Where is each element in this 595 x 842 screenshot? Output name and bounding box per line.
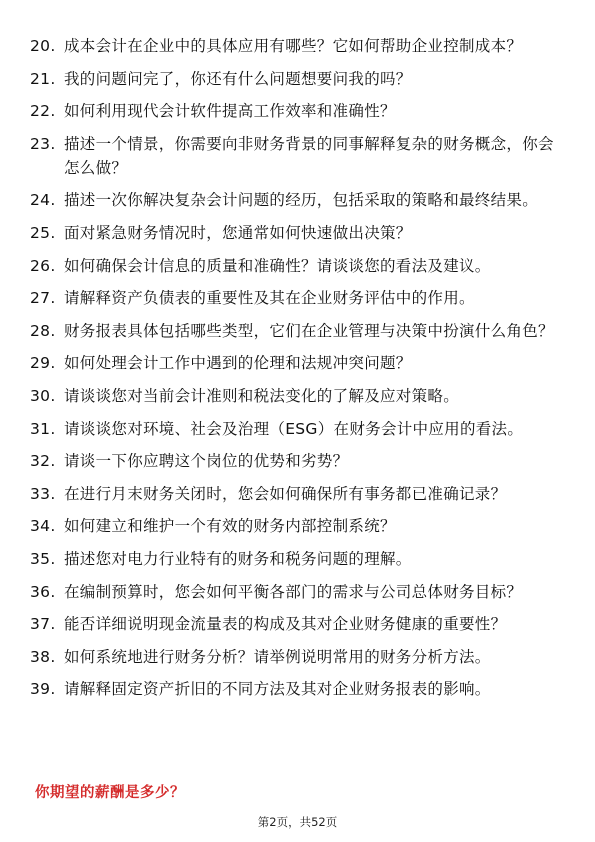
question-item <box>0 417 595 441</box>
question-number: 20. <box>30 37 56 55</box>
question-number: 26. <box>30 256 56 275</box>
question-item <box>0 286 595 310</box>
question-text: 请谈谈您对当前会计准则和税法变化的了解及应对策略。 <box>64 386 460 405</box>
question-number: 23. <box>30 134 56 153</box>
question-text: 描述一个情景，你需要向非财务背景的同事解释复杂的财务概念，你会怎么做？ <box>64 134 554 177</box>
question-item <box>0 319 595 343</box>
question-text: 请解释固定资产折旧的不同方法及其对企业财务报表的影响。 <box>64 680 491 699</box>
question-text: 请解释资产负债表的重要性及其在企业财务评估中的作用。 <box>64 289 475 308</box>
question-text: 在进行月末财务关闭时，您会如何确保所有事务都已准确记录？ <box>64 484 507 503</box>
question-item <box>0 449 595 473</box>
question-number: 32. <box>30 452 56 471</box>
question-text: 我的问题问完了，你还有什么问题想要问我的吗？ <box>64 69 412 88</box>
question-number: 22. <box>30 102 56 121</box>
question-number: 21. <box>30 69 56 88</box>
question-text: 面对紧急财务情况时，您通常如何快速做出决策？ <box>64 223 412 242</box>
question-item <box>0 99 595 123</box>
question-text: 成本会计在企业中的具体应用有哪些？它如何帮助企业控制成本？ <box>64 37 523 55</box>
salary-question: 你期望的薪酬是多少？ <box>35 785 185 801</box>
question-number: 34. <box>30 517 56 536</box>
question-number: 39. <box>30 680 56 699</box>
question-number: 29. <box>30 354 56 373</box>
question-item <box>0 547 595 571</box>
question-list <box>0 34 595 710</box>
question-text: 请谈一下你应聘这个岗位的优势和劣势？ <box>64 452 349 471</box>
question-number: 37. <box>30 615 56 634</box>
question-item <box>0 580 595 604</box>
question-number: 35. <box>30 549 56 568</box>
question-item <box>0 221 595 245</box>
question-number: 30. <box>30 386 56 405</box>
question-text: 描述一次你解决复杂会计问题的经历，包括采取的策略和最终结果。 <box>64 191 539 210</box>
question-text: 如何处理会计工作中遇到的伦理和法规冲突问题？ <box>64 354 412 373</box>
question-number: 36. <box>30 582 56 601</box>
question-number: 33. <box>30 484 56 503</box>
question-text: 如何系统地进行财务分析？请举例说明常用的财务分析方法。 <box>64 647 491 666</box>
question-item <box>0 254 595 278</box>
question-item <box>0 514 595 538</box>
question-item <box>0 482 595 506</box>
question-item <box>0 645 595 669</box>
question-item <box>0 34 595 58</box>
question-text: 如何建立和维护一个有效的财务内部控制系统？ <box>64 517 396 536</box>
question-text: 财务报表具体包括哪些类型，它们在企业管理与决策中扮演什么角色？ <box>64 321 554 340</box>
question-text: 请谈谈您对环境、社会及治理（ESG）在财务会计中应用的看法。 <box>64 419 524 438</box>
question-item <box>0 677 595 701</box>
question-number: 24. <box>30 191 56 210</box>
question-number: 25. <box>30 223 56 242</box>
question-text: 能否详细说明现金流量表的构成及其对企业财务健康的重要性？ <box>64 615 507 634</box>
question-item <box>0 188 595 212</box>
question-text: 在编制预算时，您会如何平衡各部门的需求与公司总体财务目标？ <box>64 582 523 601</box>
question-number: 28. <box>30 321 56 340</box>
question-item <box>0 384 595 408</box>
question-item <box>0 67 595 91</box>
question-number: 38. <box>30 647 56 666</box>
question-text: 如何确保会计信息的质量和准确性？请谈谈您的看法及建议。 <box>64 256 491 275</box>
question-number: 31. <box>30 419 56 438</box>
question-text: 如何利用现代会计软件提高工作效率和准确性？ <box>64 102 396 121</box>
question-item <box>0 351 595 375</box>
question-item <box>0 132 595 180</box>
page-footer: 第2页，共52页 <box>257 815 338 829</box>
question-item <box>0 612 595 636</box>
question-text: 描述您对电力行业特有的财务和税务问题的理解。 <box>64 549 412 568</box>
question-number: 27. <box>30 289 56 308</box>
